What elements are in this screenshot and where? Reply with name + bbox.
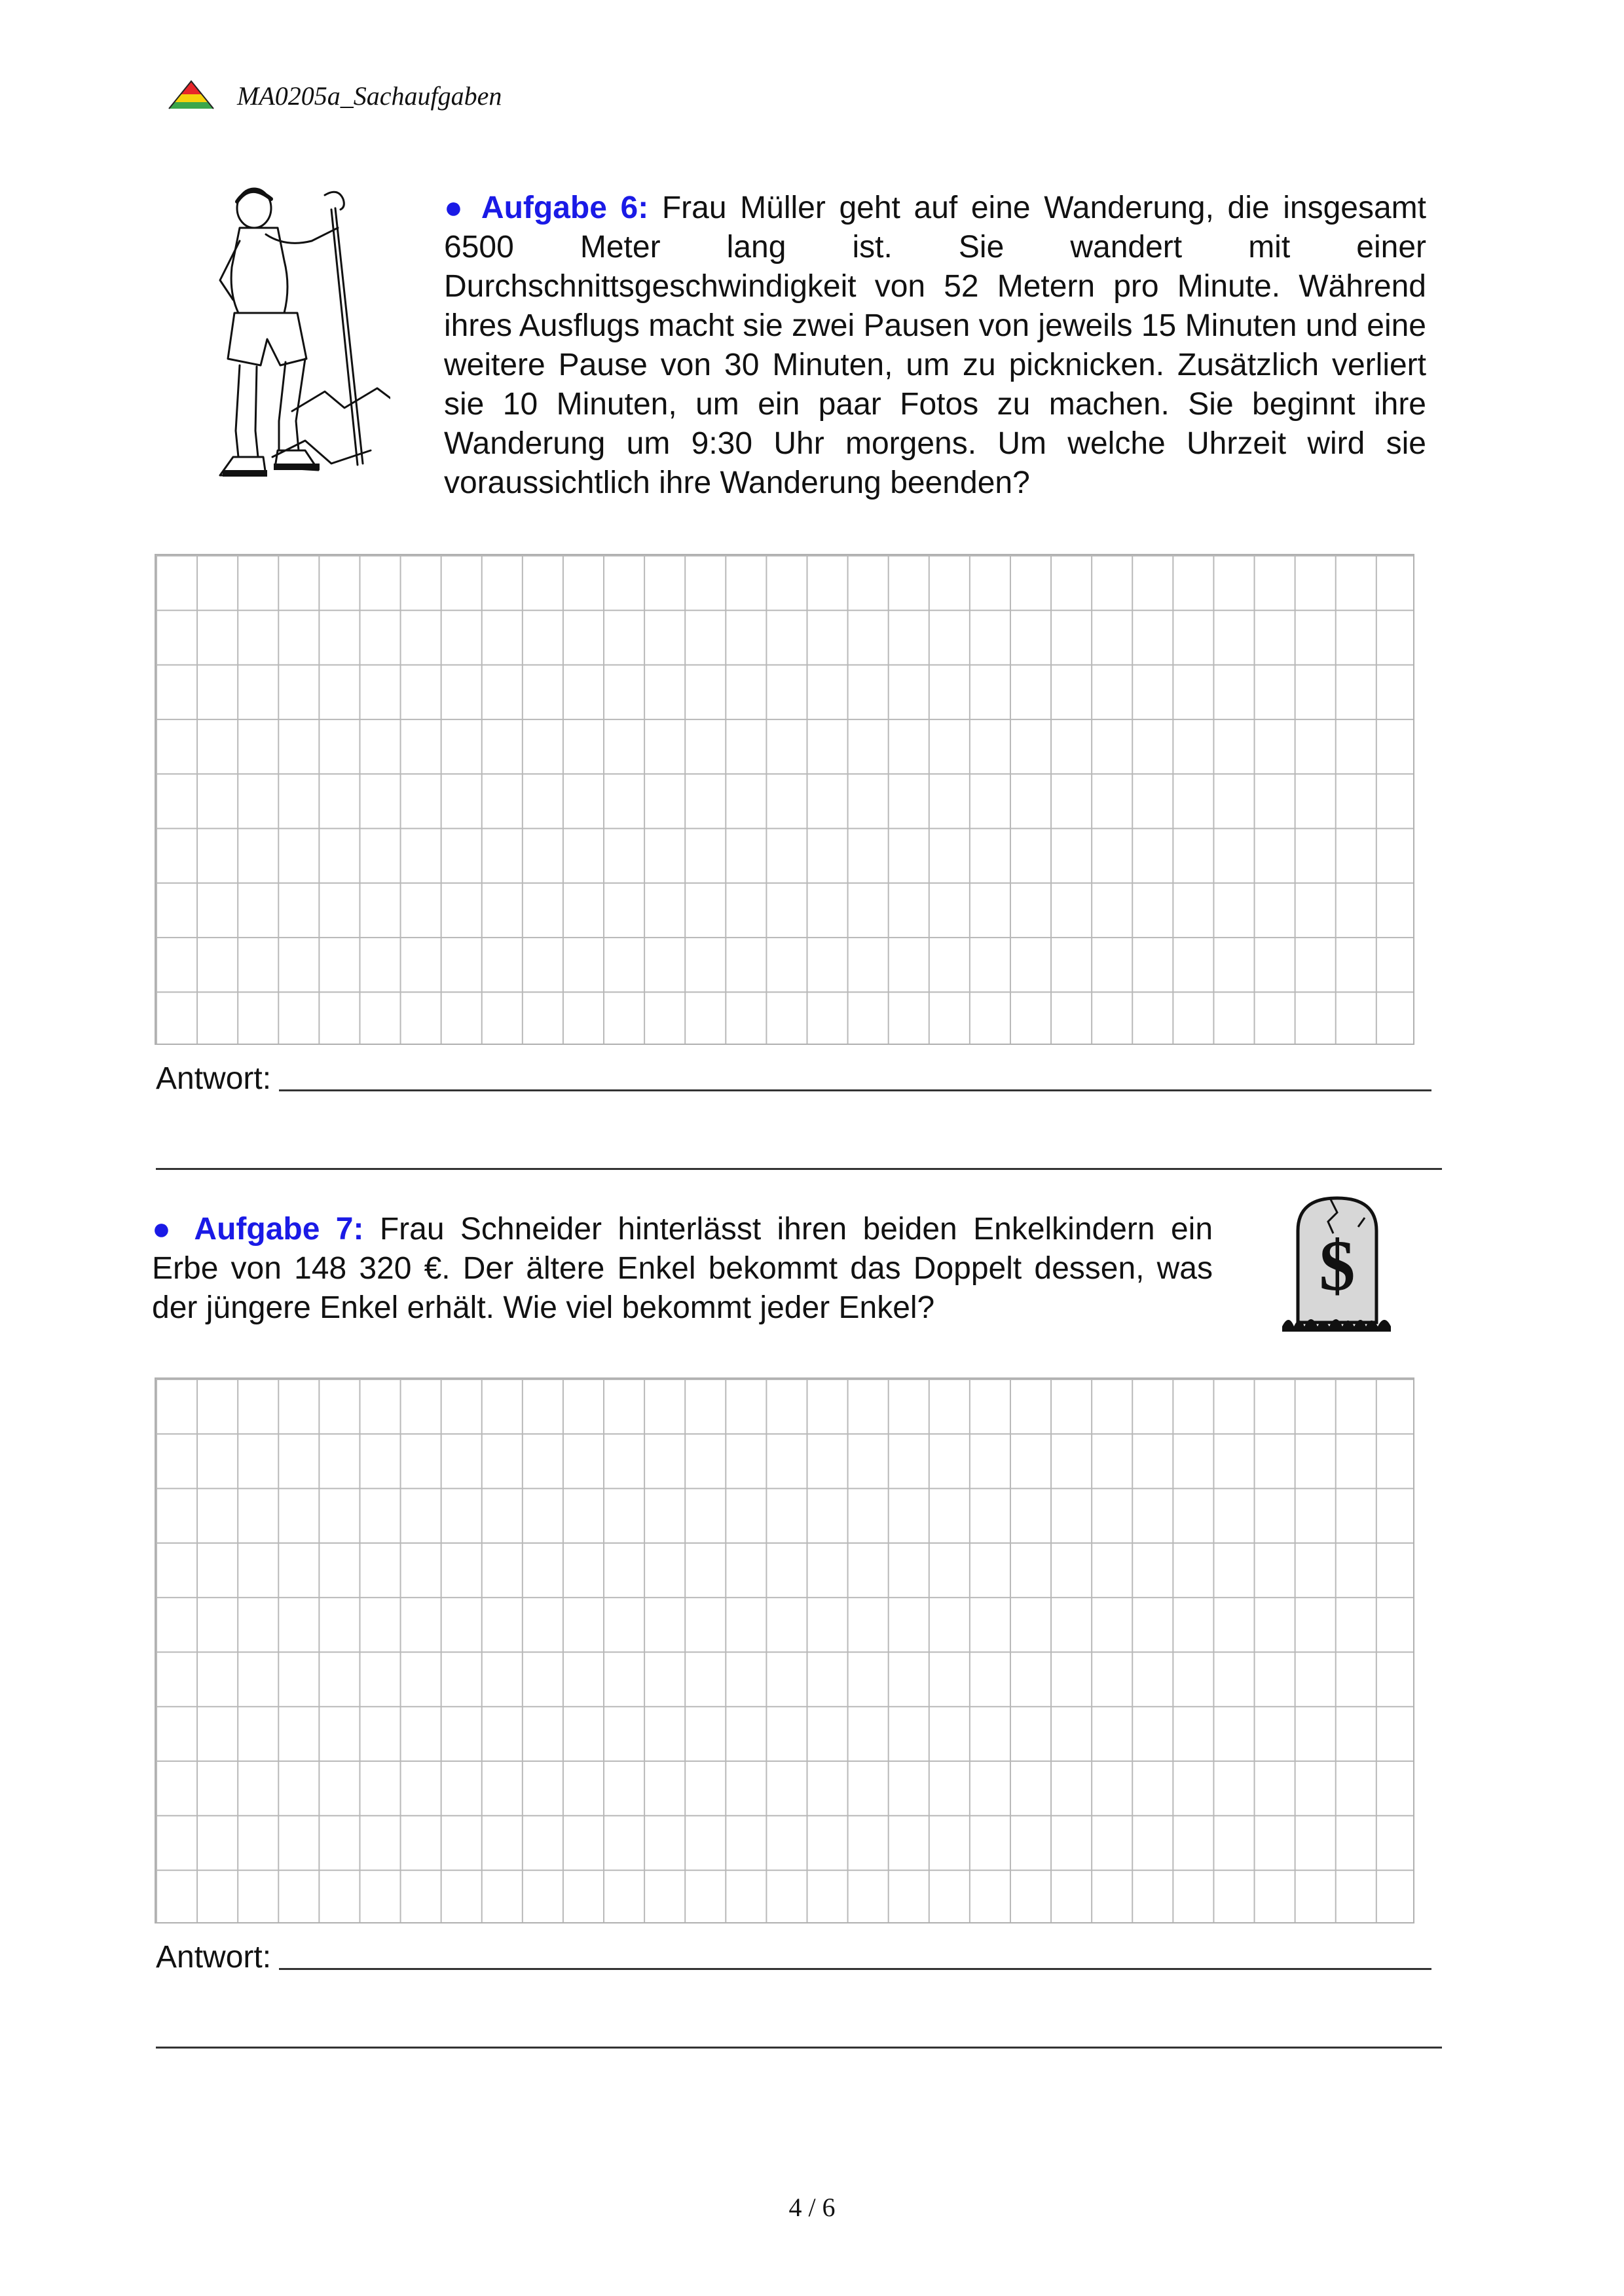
document-title: MA0205a_Sachaufgaben	[237, 81, 502, 111]
task-7-body: Frau Schneider hinterlässt ihren beiden Enkelkindern ein Erbe von 148 320 €. Der ältere Enkel bekommt das Doppelt dessen, was der jüngere Enkel erhält. Wie viel bekommt jeder Enkel?	[152, 1212, 1213, 1325]
task-6-text	[444, 189, 1426, 503]
page-number: 4 / 6	[788, 2193, 836, 2222]
task-6-work-grid[interactable]	[155, 554, 1414, 1045]
page-header	[168, 76, 502, 115]
task-6-answer-line-2[interactable]	[156, 1168, 1442, 1170]
mountain-logo-icon	[168, 80, 215, 111]
task-7-label: Aufgabe 7:	[194, 1212, 364, 1247]
task-7-text	[152, 1210, 1213, 1328]
task-7-bullet: ●	[152, 1212, 179, 1247]
task-7-answer-label: Antwort:	[156, 1940, 272, 1975]
task-6-answer-label: Antwort:	[156, 1061, 272, 1096]
task-6-answer	[156, 1061, 1431, 1097]
task-6-body: Frau Müller geht auf eine Wanderung, die insgesamt 6500 Meter lang ist. Sie wandert mit einer Durchschnittsgeschwindigkeit von 52 Metern pro Minute. Während ihres Ausflugs macht sie zwei Pausen von jeweils 15 Minuten und eine weitere Pause von 30 Minuten, um zu picknicken. Zusätzlich verliert sie 10 Minuten, um ein paar Fotos zu machen. Sie beginnt ihre Wanderung um 9:30 Uhr morgens. Um welche Uhrzeit wird sie voraussichtlich ihre Wanderung beenden?	[444, 191, 1426, 500]
task-7-answer-line-2[interactable]	[156, 2047, 1442, 2049]
task-6-answer-line[interactable]	[279, 1089, 1431, 1091]
tombstone-dollar-icon	[1278, 1192, 1396, 1336]
task-7-answer	[156, 1939, 1431, 1975]
task-6-bullet: ●	[444, 191, 468, 225]
hiker-illustration-icon	[194, 182, 390, 490]
task-6-label: Aufgabe 6:	[481, 191, 649, 225]
task-7-work-grid[interactable]	[155, 1377, 1414, 1923]
task-7-answer-line[interactable]	[279, 1968, 1431, 1970]
svg-text:$: $	[1319, 1226, 1356, 1305]
